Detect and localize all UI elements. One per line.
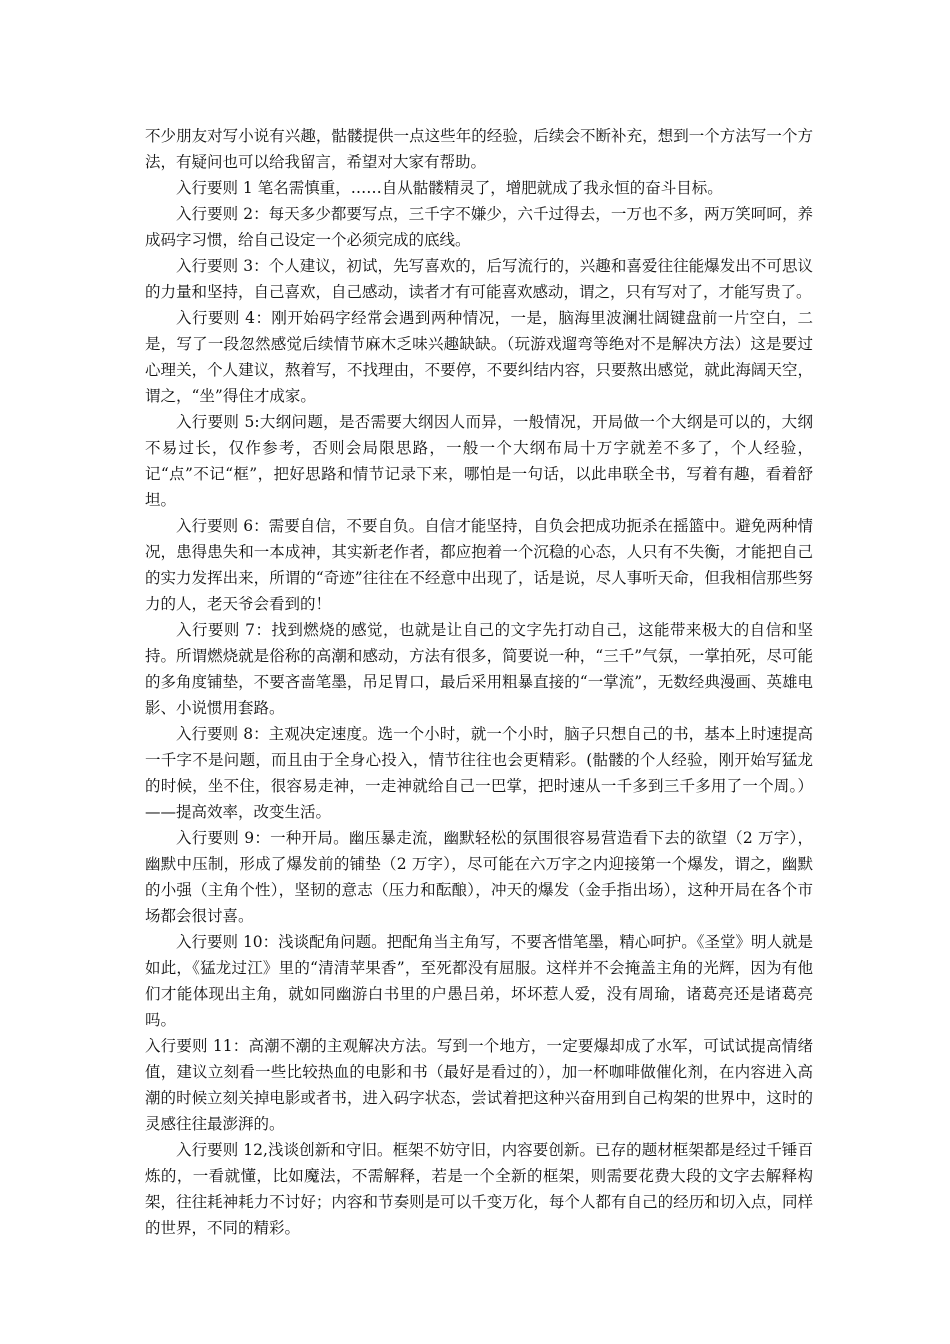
paragraph-rule-11: 入行要则 11：高潮不潮的主观解决方法。写到一个地方，一定要爆却成了水军，可试试提高情绪值，建议立刻看一些比较热血的电影和书（最好是看过的），加一杯咖啡做催化剂，在内容进入高潮的时候立刻关掉电影或者书，进入码字状态，尝试着把这种兴奋用到自己构架的世界中，这时的灵感往往最澎湃的。 — [145, 1037, 813, 1133]
paragraph-rule-5: 入行要则 5:大纲问题，是否需要大纲因人而异，一般情况，开局做一个大纲是可以的，大纲不易过长，仅作参考，否则会局限思路，一般一个大纲布局十万字就差不多了，个人经验，记“点”不记“框”，把好思路和情节记录下来，哪怕是一句话，以此串联全书，写着有趣，看着舒坦。 — [145, 413, 813, 509]
paragraph-intro: 不少朋友对写小说有兴趣，骷髅提供一点这些年的经验，后续会不断补充，想到一个方法写一个方法，有疑问也可以给我留言，希望对大家有帮助。 — [145, 127, 813, 171]
paragraph-rule-10: 入行要则 10：浅谈配角问题。把配角当主角写，不要吝惜笔墨，精心呵护。《圣堂》明人就是如此，《猛龙过江》里的“清清苹果香”，至死都没有屈服。这样并不会掩盖主角的光辉，因为有他们才能体现出主角，就如同幽游白书里的户愚吕弟，坏坏惹人爱，没有周瑜，诸葛亮还是诸葛亮吗。 — [145, 933, 813, 1029]
paragraph-rule-1: 入行要则 1 笔名需慎重，……自从骷髅精灵了，增肥就成了我永恒的奋斗目标。 — [176, 179, 723, 197]
paragraph-rule-8: 入行要则 8：主观决定速度。选一个小时，就一个小时，脑子只想自己的书，基本上时速提高一千字不是问题，而且由于全身心投入，情节往往也会更精彩。(骷髅的个人经验，刚开始写猛龙的时候，坐不住，很容易走神，一走神就给自己一巴掌，把时速从一千多到三千多用了一个周。）——提高效率，改变生活。 — [145, 725, 813, 821]
paragraph-rule-4: 入行要则 4：刚开始码字经常会遇到两种情况，一是，脑海里波澜壮阔键盘前一片空白，二是，写了一段忽然感觉后续情节麻木乏味兴趣缺缺。（玩游戏遛弯等绝对不是解决方法）这是要过心理关，个人建议，熬着写，不找理由，不要停，不要纠结内容，只要熬出感觉，就此海阔天空，谓之，“坐”得住才成家。 — [145, 309, 813, 405]
paragraph-rule-3: 入行要则 3：个人建议，初试，先写喜欢的，后写流行的，兴趣和喜爱往往能爆发出不可思议的力量和坚持，自己喜欢，自己感动，读者才有可能喜欢感动，谓之，只有写对了，才能写贵了。 — [145, 257, 813, 301]
paragraph-rule-6: 入行要则 6：需要自信，不要自负。自信才能坚持，自负会把成功扼杀在摇篮中。避免两种情况，患得患失和一本成神，其实新老作者，都应抱着一个沉稳的心态，人只有不失衡，才能把自己的实力发挥出来，所谓的“奇迹”往往在不经意中出现了，话是说，尽人事听天命，但我相信那些努力的人，老天爷会看到的！ — [145, 517, 813, 613]
paragraph-rule-7: 入行要则 7：找到燃烧的感觉，也就是让自己的文字先打动自己，这能带来极大的自信和坚持。所谓燃烧就是俗称的高潮和感动，方法有很多，简要说一种，“三千”气氛，一掌拍死，尽可能的多角度铺垫，不要吝啬笔墨，吊足胃口，最后采用粗暴直接的“一掌流”，无数经典漫画、英雄电影、小说惯用套路。 — [145, 621, 813, 717]
paragraph-rule-12: 入行要则 12,浅谈创新和守旧。框架不妨守旧，内容要创新。已存的题材框架都是经过千锤百炼的，一看就懂，比如魔法，不需解释，若是一个全新的框架，则需要花费大段的文字去解释构架，往往耗神耗力不讨好；内容和节奏则是可以千变万化，每个人都有自己的经历和切入点，同样的世界，不同的精彩。 — [145, 1141, 813, 1237]
paragraph-rule-2: 入行要则 2：每天多少都要写点，三千字不嫌少，六千过得去，一万也不多，两万笑呵呵，养成码字习惯，给自己设定一个必须完成的底线。 — [145, 205, 813, 249]
paragraph-rule-9: 入行要则 9：一种开局。幽压暴走流，幽默轻松的氛围很容易营造看下去的欲望（2 万字），幽默中压制，形成了爆发前的铺垫（2 万字），尽可能在六万字之内迎接第一个爆发，谓之，幽默的小强（主角个性），坚韧的意志（压力和酝酿），冲天的爆发（金手指出场），这种开局在各个市场都会很讨喜。 — [145, 829, 813, 925]
document-body — [145, 123, 813, 1241]
